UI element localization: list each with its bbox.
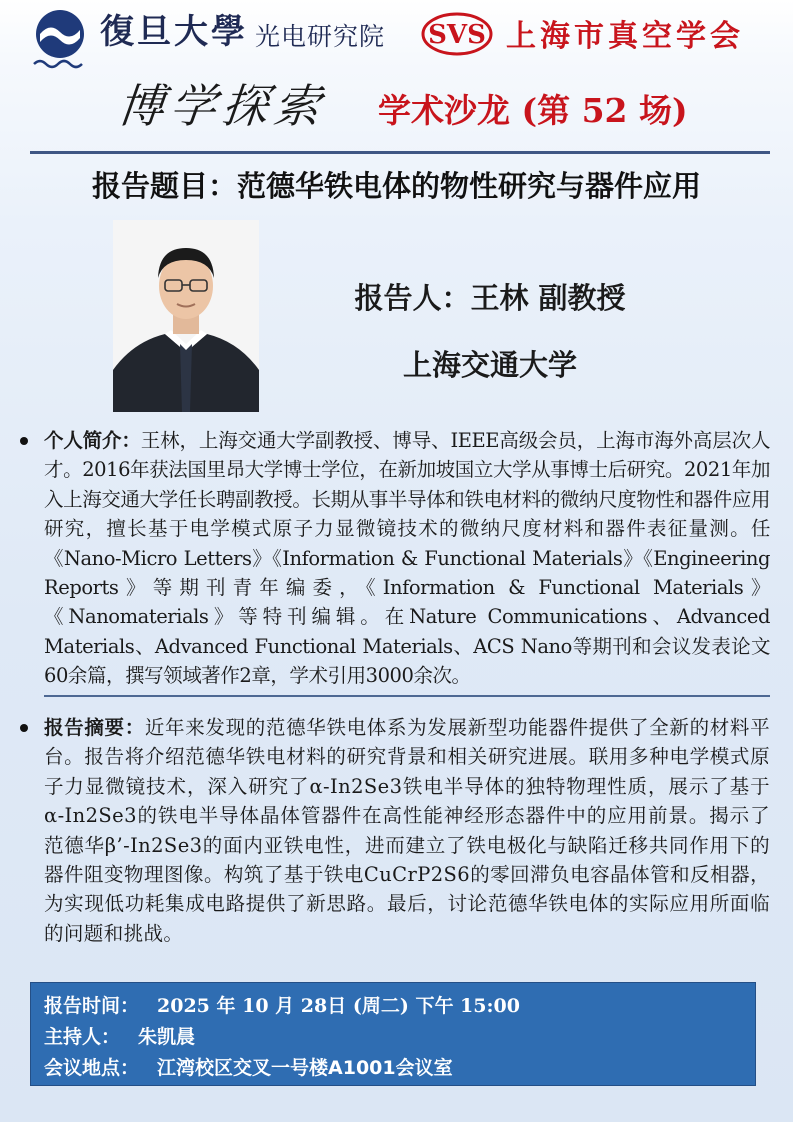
abstract-paragraph	[44, 713, 770, 948]
event-host-value: 朱凯晨	[138, 1026, 196, 1048]
speaker-photo	[113, 220, 259, 412]
event-time-label: 报告时间：	[44, 995, 140, 1017]
institute-name: 光电研究院	[255, 22, 386, 51]
bullet-icon	[20, 724, 28, 732]
talk-title: 报告题目：范德华铁电体的物性研究与器件应用	[91, 169, 701, 203]
abstract-label: 报告摘要：	[44, 716, 145, 739]
salon-title: 学术沙龙 (第 52 场)	[378, 91, 688, 130]
event-time-value: 2025 年 10 月 28日 (周二) 下午 15:00	[157, 995, 520, 1017]
event-venue	[44, 1055, 453, 1081]
abstract-text: 近年来发现的范德华铁电体系为发展新型功能器件提供了全新的材料平台。报告将介绍范德华铁电材料的研究背景和相关研究进展。联用多种电学模式原子力显微镜技术，深入研究了α-In2Se3铁电半导体的独特物理性质，展示了基于α-In2Se3的铁电半导体晶体管器件在高性能神经形态器件中的应用前景。揭示了范德华β’-In2Se3的面内亚铁电性，进而建立了铁电极化与缺陷迁移共同作用下的器件阻变物理图像。构筑了基于铁电CuCrP2S6的零回滞负电容晶体管和反相器，为实现低功耗集成电路提供了新思路。最后，讨论范德华铁电体的实际应用所面临的问题和挑战。	[44, 716, 770, 945]
bio-section	[18, 426, 770, 691]
svs-logo-text: SVS	[428, 20, 486, 50]
bio-text: 王林，上海交通大学副教授、博导、IEEE高级会员，上海市海外高层次人才。2016年获法国里昂大学博士学位，在新加坡国立大学从事博士后研究。2021年加入上海交通大学任长聘副教授。长期从事半导体和铁电材料的微纳尺度物性和器件应用研究，擅长基于电学模式原子力显微镜技术的微纳尺度材料和器件表征量测。任《Nano-Micro Letters》《Information & Functional Materials》《Engineering Reports》等期刊青年编委，《Information & Functional Materials》《Nanomaterials》等特刊编辑。在Nature Communications、Advanced Materials、Advanced Functional Materials、ACS Nano等期刊和会议发表论文60余篇，撰写领域著作2章，学术引用3000余次。	[44, 429, 770, 688]
section-divider	[44, 695, 770, 697]
fudan-logo	[30, 8, 90, 70]
bio-paragraph	[44, 426, 770, 691]
speaker-name: 报告人：王林 副教授	[354, 281, 626, 315]
header-divider	[30, 151, 770, 154]
event-time	[44, 993, 520, 1019]
event-host	[44, 1024, 195, 1050]
abstract-section	[18, 713, 770, 948]
bullet-icon	[20, 437, 28, 445]
bio-label: 个人简介：	[44, 429, 141, 452]
event-venue-value: 江湾校区交叉一号楼A1001会议室	[157, 1057, 453, 1079]
event-venue-label: 会议地点：	[44, 1057, 140, 1079]
event-info-box	[30, 982, 756, 1086]
society-name: 上海市真空学会	[506, 19, 744, 54]
slogan-calligraphy: 博学探索	[115, 79, 329, 133]
speaker-affiliation: 上海交通大学	[402, 348, 577, 382]
university-name: 復旦大學	[100, 12, 248, 52]
event-host-label: 主持人：	[44, 1026, 121, 1048]
svs-logo	[420, 10, 494, 58]
